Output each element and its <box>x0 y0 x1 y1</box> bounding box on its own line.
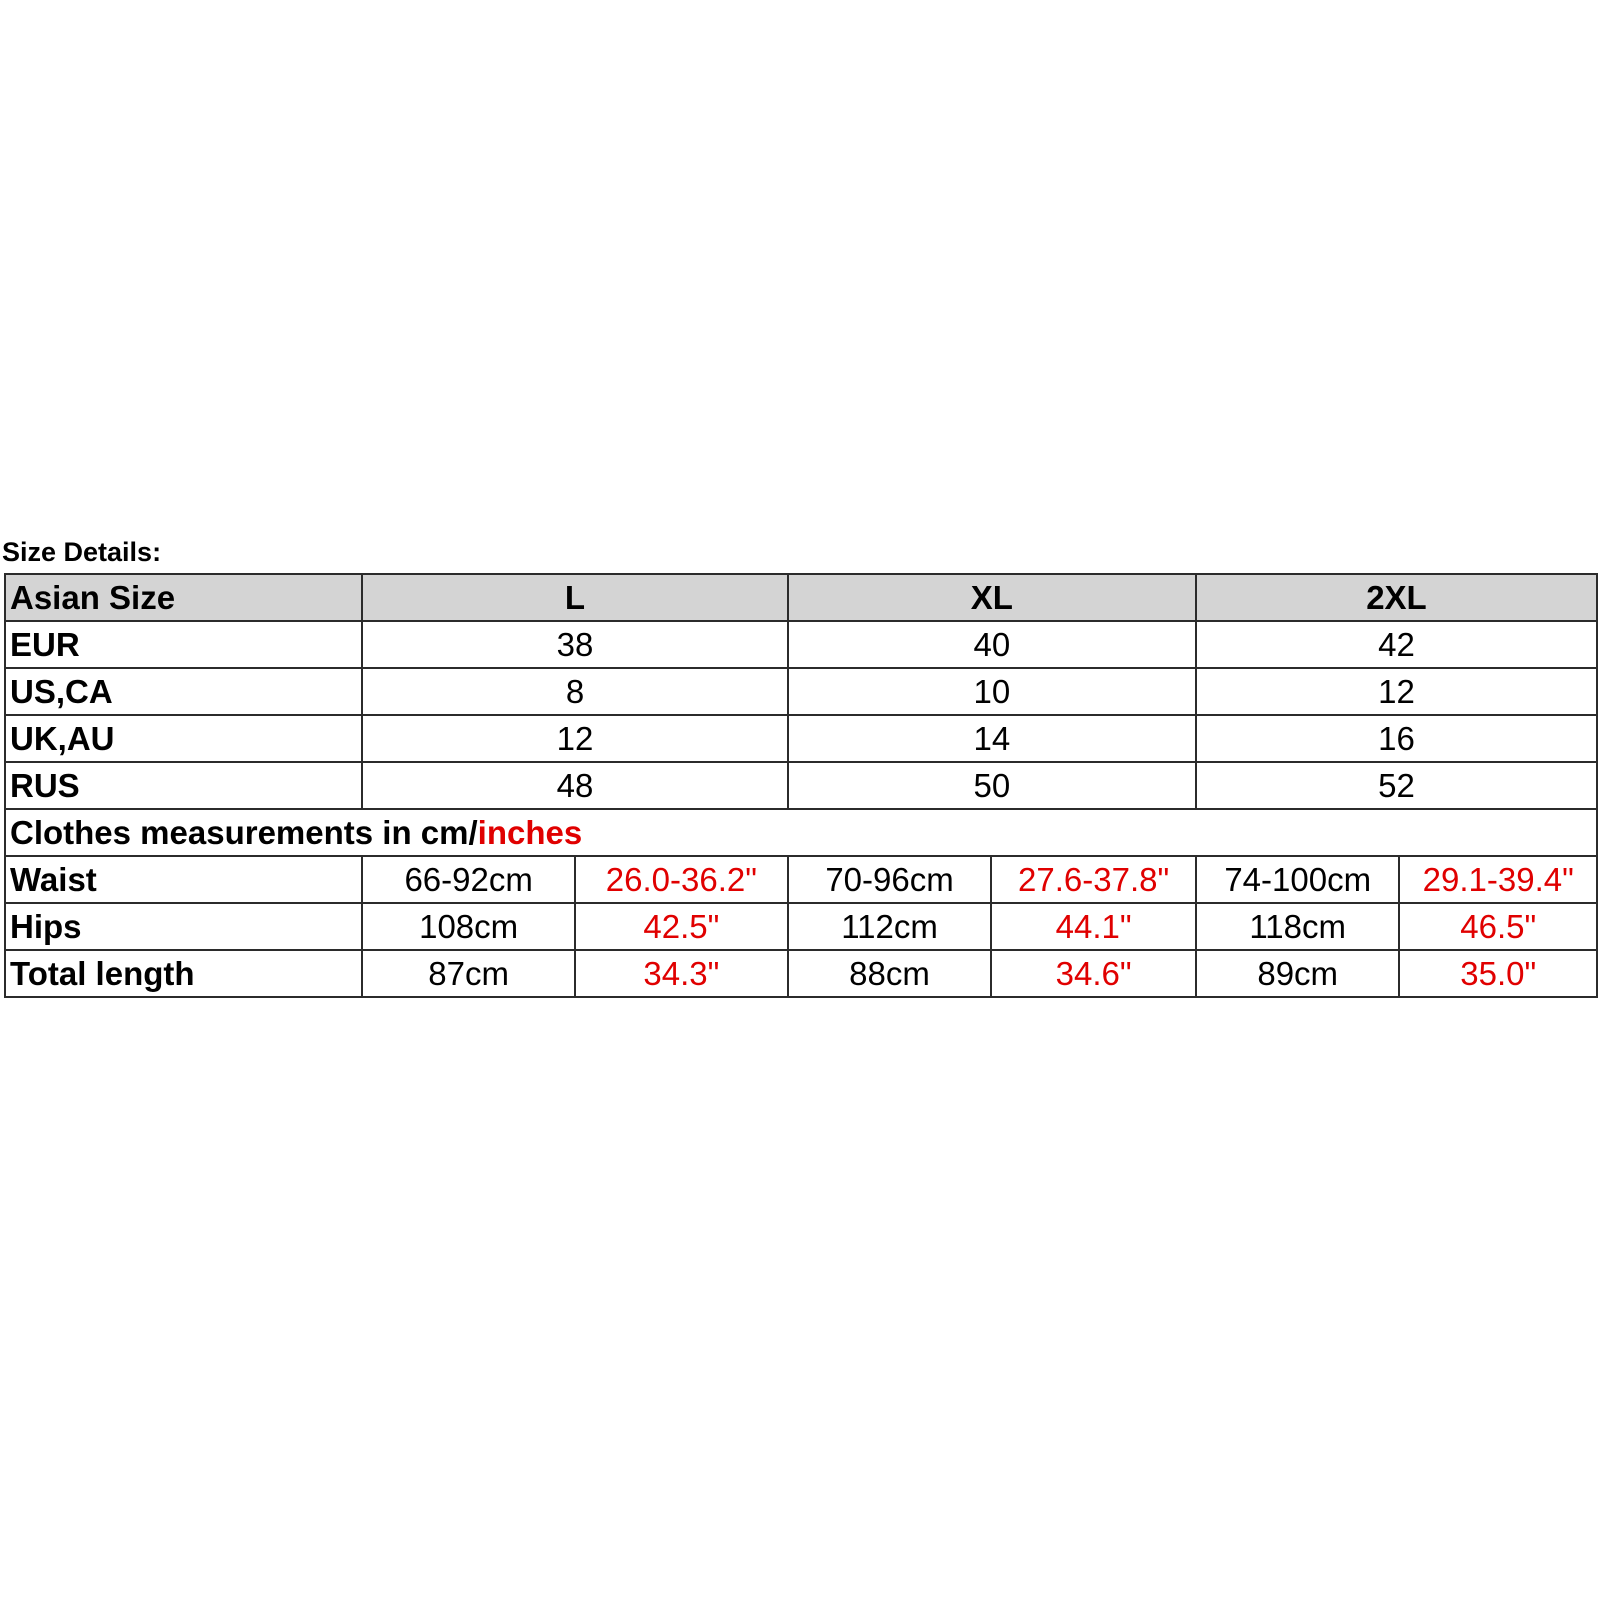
table-cell-cm: 66-92cm <box>362 856 575 903</box>
table-cell-cm: 70-96cm <box>788 856 992 903</box>
table-cell-cm: 88cm <box>788 950 992 997</box>
table-cell-inch: 46.5" <box>1399 903 1597 950</box>
row-label-total-length: Total length <box>5 950 362 997</box>
table-cell-inch: 29.1-39.4" <box>1399 856 1597 903</box>
table-row <box>5 856 1597 903</box>
table-row <box>5 950 1597 997</box>
table-cell-cm: 108cm <box>362 903 575 950</box>
caption-size-details: Size Details: <box>2 537 162 567</box>
section-heading-accent: inches <box>477 814 583 851</box>
size-header-l: L <box>362 574 787 621</box>
table-cell: 8 <box>362 668 787 715</box>
table-cell: 10 <box>788 668 1196 715</box>
table-cell: 12 <box>1196 668 1597 715</box>
table-cell-cm: 87cm <box>362 950 575 997</box>
table-cell: 42 <box>1196 621 1597 668</box>
size-chart-table <box>4 573 1598 998</box>
table-cell: 50 <box>788 762 1196 809</box>
table-cell-inch: 35.0" <box>1399 950 1597 997</box>
table-cell: 12 <box>362 715 787 762</box>
table-cell-inch: 34.3" <box>575 950 788 997</box>
table-cell: 14 <box>788 715 1196 762</box>
table-row <box>5 762 1597 809</box>
table-cell: 16 <box>1196 715 1597 762</box>
section-heading <box>5 809 1597 856</box>
table-row <box>5 621 1597 668</box>
header-label: Asian Size <box>5 574 362 621</box>
table-cell: 52 <box>1196 762 1597 809</box>
table-cell-inch: 26.0-36.2" <box>575 856 788 903</box>
table-cell-cm: 89cm <box>1196 950 1400 997</box>
table-cell: 40 <box>788 621 1196 668</box>
section-heading-prefix: Clothes measurements in cm/ <box>10 814 478 851</box>
table-cell-cm: 112cm <box>788 903 992 950</box>
table-row <box>5 668 1597 715</box>
header-row <box>5 574 1597 621</box>
table-cell-inch: 34.6" <box>991 950 1196 997</box>
row-label-hips: Hips <box>5 903 362 950</box>
table-cell-inch: 27.6-37.8" <box>991 856 1196 903</box>
table-cell: 38 <box>362 621 787 668</box>
row-label-waist: Waist <box>5 856 362 903</box>
row-label-rus: RUS <box>5 762 362 809</box>
table-row <box>5 903 1597 950</box>
table-cell-inch: 42.5" <box>575 903 788 950</box>
row-label-eur: EUR <box>5 621 362 668</box>
table-row <box>5 715 1597 762</box>
row-label-us-ca: US,CA <box>5 668 362 715</box>
table-cell: 48 <box>362 762 787 809</box>
section-row <box>5 809 1597 856</box>
size-header-2xl: 2XL <box>1196 574 1597 621</box>
size-header-xl: XL <box>788 574 1196 621</box>
table-cell-cm: 74-100cm <box>1196 856 1400 903</box>
table-cell-cm: 118cm <box>1196 903 1400 950</box>
table-cell-inch: 44.1" <box>991 903 1196 950</box>
row-label-uk-au: UK,AU <box>5 715 362 762</box>
